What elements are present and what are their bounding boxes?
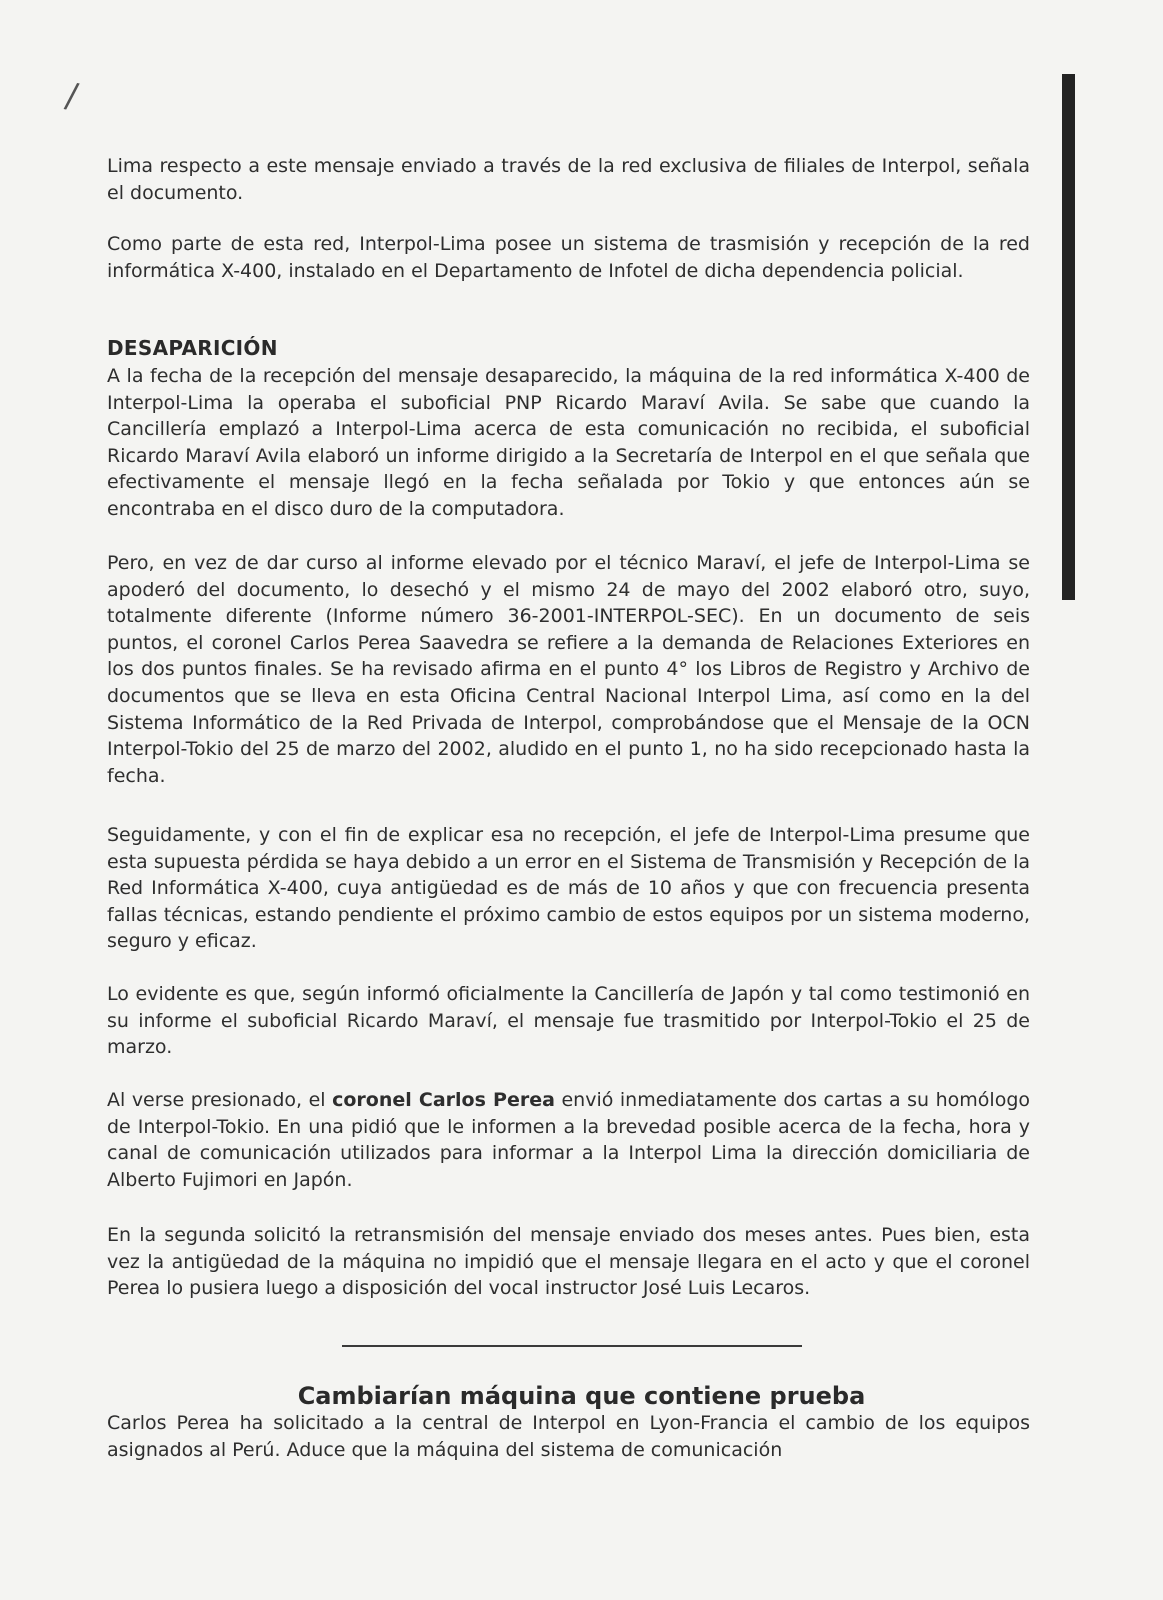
section-heading-desaparicion: DESAPARICIÓN — [107, 336, 278, 360]
paragraph-4: Pero, en vez de dar curso al informe elevado por el técnico Maraví, el jefe de Interpol-Lima se apoderó del documento, lo desechó y el mismo 24 de mayo del 2002 elaboró otro, suyo, totalmente diferente (Informe número 36-2001-INTERPOL-SEC). En un documento de seis puntos, el coronel Carlos Perea Saavedra se refiere a la demanda de Relaciones Exteriores en los dos puntos finales. Se ha revisado afirma en el punto 4° los Libros de Registro y Archivo de documentos que se lleva en esta Oficina Central Nacional Interpol Lima, así como en la del Sistema Informático de la Red Privada de Interpol, comprobándose que el Mensaje de la OCN Interpol-Tokio del 25 de marzo del 2002, aludido en el punto 1, no ha sido recepcionado hasta la fecha. — [107, 552, 1030, 787]
paragraph-7 — [107, 1087, 1030, 1193]
paragraph-1: Lima respecto a este mensaje enviado a través de la red exclusiva de filiales de Interpol, señala el documento. — [107, 155, 1030, 204]
paragraph-7-start: Al verse presionado, el — [107, 1089, 333, 1111]
paragraph-7-bold-name: coronel Carlos Perea — [332, 1089, 555, 1111]
paragraph-6: Lo evidente es que, según informó oficialmente la Cancillería de Japón y tal como testimonió en su informe el suboficial Ricardo Maraví, el mensaje fue trasmitido por Interpol-Tokio el 25 de marzo. — [107, 983, 1030, 1059]
paragraph-9: Carlos Perea ha solicitado a la central de Interpol en Lyon-Francia el cambio de los equipos asignados al Perú. Aduce que la máquina del sistema de comunicación — [107, 1412, 1030, 1461]
margin-bar — [1062, 74, 1075, 600]
paragraph-7-end: envió inmediatamente dos cartas a su homólogo de Interpol-Tokio. En una pidió que le informen a la brevedad posible acerca de la fecha, hora y canal de comunicación utilizados para informar a la Interpol Lima la dirección domiciliaria de Alberto Fujimori en Japón. — [107, 1089, 1031, 1191]
paragraph-3: A la fecha de la recepción del mensaje desaparecido, la máquina de la red informática X-400 de Interpol-Lima la operaba el suboficial PNP Ricardo Maraví Avila. Se sabe que cuando la Cancillería emplazó a Interpol-Lima acerca de esta comunicación no recibida, el suboficial Ricardo Maraví Avila elaboró un informe dirigido a la Secretaría de Interpol en el que señala que efectivamente el mensaje llegó en la fecha señalada por Tokio y que entonces aún se encontraba en el disco duro de la computadora. — [107, 365, 1030, 520]
separator-line — [342, 1345, 802, 1347]
paragraph-5: Seguidamente, y con el fin de explicar esa no recepción, el jefe de Interpol-Lima presume que esta supuesta pérdida se haya debido a un error en el Sistema de Transmisión y Recepción de la Red Informática X-400, cuya antigüedad es de más de 10 años y que con frecuencia presenta fallas técnicas, estando pendiente el próximo cambio de estos equipos por un sistema moderno, seguro y eficaz. — [107, 824, 1030, 953]
section-title: Cambiarían máquina que contiene prueba — [297, 1382, 866, 1410]
handwritten-mark: / — [62, 75, 81, 117]
paragraph-2: Como parte de esta red, Interpol-Lima posee un sistema de trasmisión y recepción de la red informática X-400, instalado en el Departamento de Infotel de dicha dependencia policial. — [107, 233, 1030, 282]
paragraph-8: En la segunda solicitó la retransmisión del mensaje enviado dos meses antes. Pues bien, esta vez la antigüedad de la máquina no impidió que el mensaje llegara en el acto y que el coronel Perea lo pusiera luego a disposición del vocal instructor José Luis Lecaros. — [107, 1224, 1030, 1300]
